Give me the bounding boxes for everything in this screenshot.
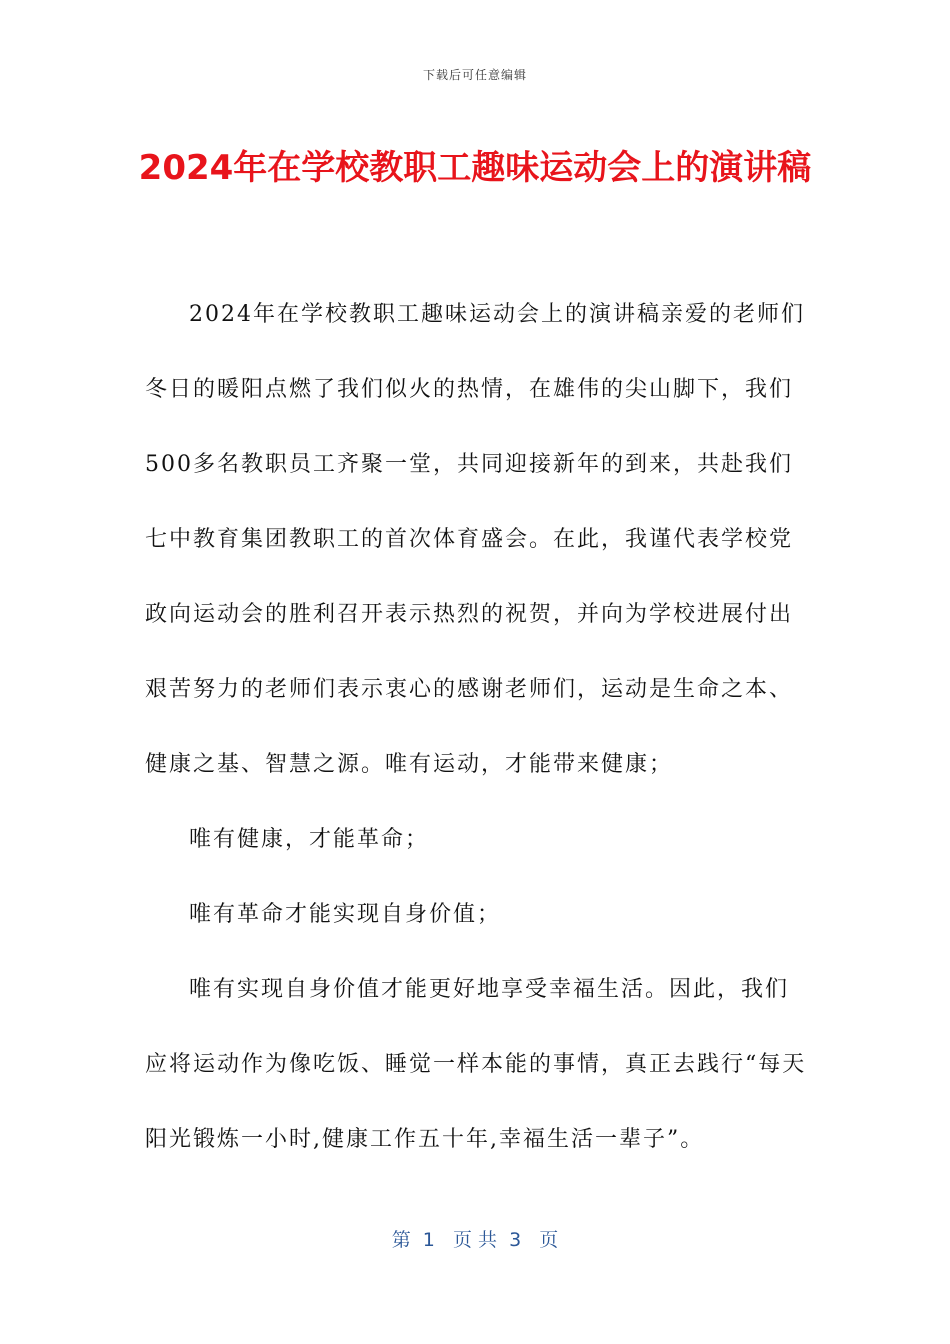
paragraph: 2024年在学校教职工趣味运动会上的演讲稿亲爱的老师们冬日的暖阳点燃了我们似火的热情，在雄伟的尖山脚下，我们500多名教职员工齐聚一堂，共同迎接新年的到来，共赴我们七中教育集团教职工的首次体育盛会。在此，我谨代表学校党政向运动会的胜利召开表示热烈的祝贺，并向为学校进展付出艰苦努力的老师们表示衷心的感谢老师们，运动是生命之本、健康之基、智慧之源。唯有运动，才能带来健康； bbox=[145, 302, 805, 777]
paragraph: 唯有健康，才能革命； bbox=[189, 827, 430, 852]
document-title: 2024年在学校教职工趣味运动会上的演讲稿 bbox=[138, 148, 812, 188]
page-number-footer: 第 1 页 共 3 页 bbox=[391, 1229, 559, 1251]
document-body bbox=[145, 277, 807, 1177]
paragraph: 唯有革命才能实现自身价值； bbox=[189, 902, 502, 927]
paragraph: 唯有实现自身价值才能更好地享受幸福生活。因此，我们应将运动作为像吃饭、睡觉一样本能的事情，真正去践行“每天阳光锻炼一小时,健康工作五十年,幸福生活一辈子”。 bbox=[145, 977, 807, 1152]
header-note: 下载后可任意编辑 bbox=[422, 68, 527, 82]
